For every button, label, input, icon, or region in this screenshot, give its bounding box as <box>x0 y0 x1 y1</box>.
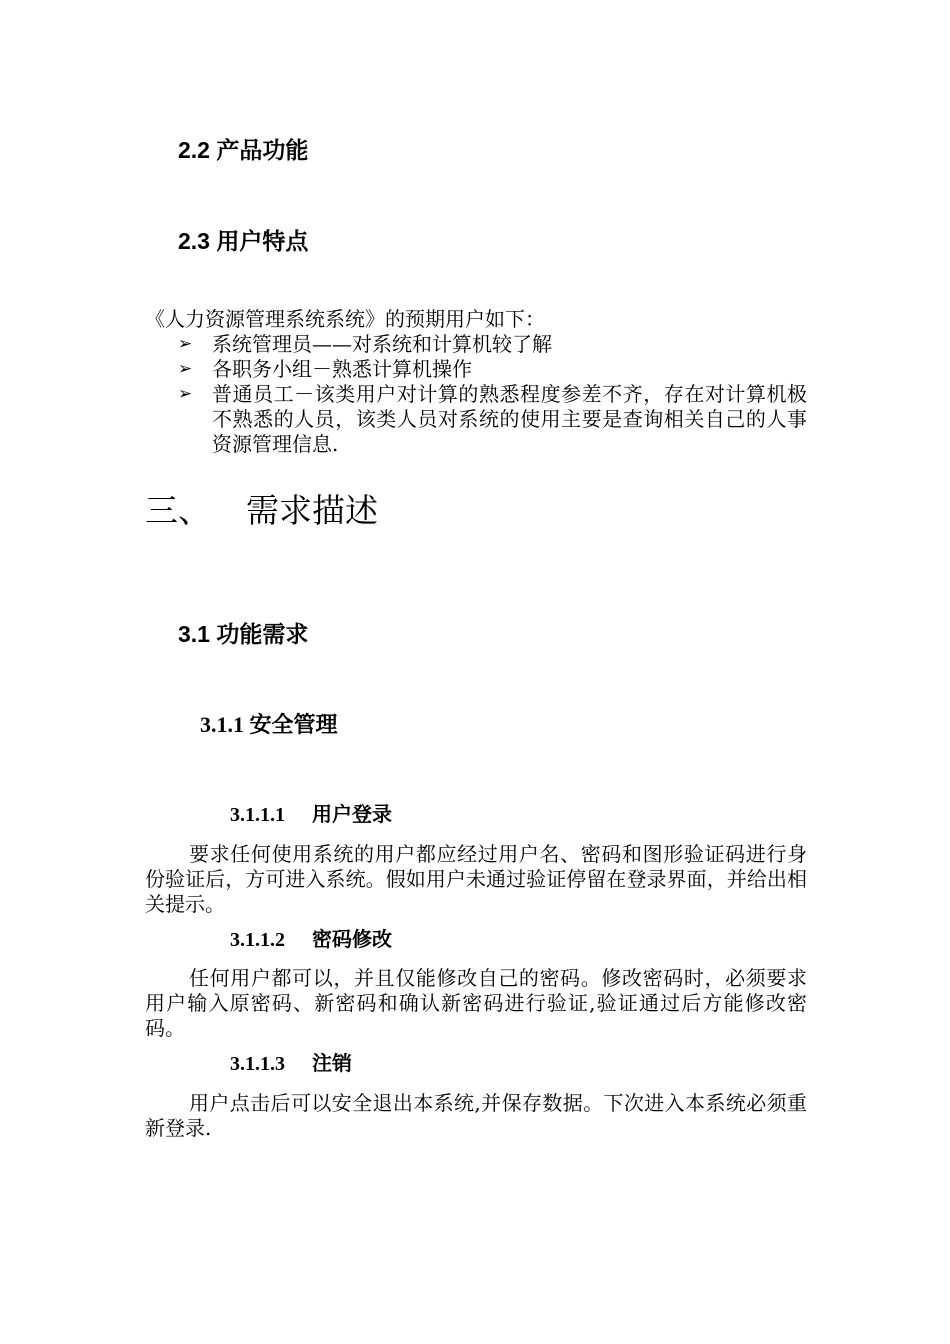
chapter-title: 需求描述 <box>246 491 378 530</box>
bullet-arrow-icon: ➢ <box>178 334 193 354</box>
heading-title: 注销 <box>312 1053 352 1075</box>
heading-2-2: 2.2 产品功能 <box>178 137 309 163</box>
heading-3-1-1: 3.1.1 安全管理 <box>200 712 338 737</box>
paragraph-login: 要求任何使用系统的用户都应经过用户名、密码和图形验证码进行身份验证后，方可进入系统。假如用户未通过验证停留在登录界面，并给出相关提示。 <box>145 842 807 916</box>
paragraph-logout: 用户点击后可以安全退出本系统,并保存数据。下次进入本系统必须重新登录. <box>145 1091 807 1140</box>
heading-title: 用户登录 <box>312 804 392 826</box>
heading-2-3: 2.3 用户特点 <box>178 228 309 254</box>
heading-number: 3.1.1.1 <box>230 804 285 826</box>
heading-title: 密码修改 <box>312 929 392 951</box>
users-intro: 《人力资源管理系统系统》的预期用户如下： <box>145 307 545 331</box>
bullet-arrow-icon: ➢ <box>178 359 193 379</box>
user-list-item: 各职务小组－熟悉计算机操作 <box>212 357 472 381</box>
heading-3-1: 3.1 功能需求 <box>178 621 309 647</box>
heading-number: 3.1.1.3 <box>230 1053 285 1075</box>
bullet-arrow-icon: ➢ <box>178 384 193 404</box>
user-list-item: 普通员工－该类用户对计算的熟悉程度参差不齐，存在对计算机极不熟悉的人员，该类人员对系统的使用主要是查询相关自己的人事资源管理信息. <box>212 382 807 456</box>
chapter-number: 三、 <box>145 491 211 530</box>
paragraph-password: 任何用户都可以，并且仅能修改自己的密码。修改密码时，必须要求用户输入原密码、新密码和确认新密码进行验证,验证通过后方能修改密码。 <box>145 966 807 1040</box>
user-list-item: 系统管理员——对系统和计算机较了解 <box>212 332 552 356</box>
heading-number: 3.1.1.2 <box>230 929 285 951</box>
